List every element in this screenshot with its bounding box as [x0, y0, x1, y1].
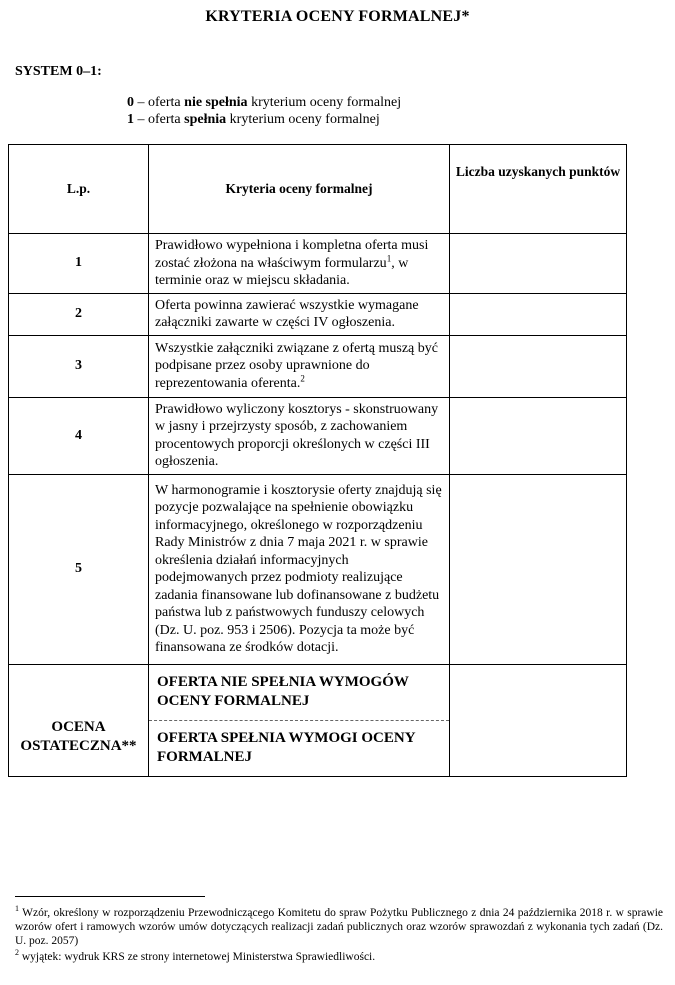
points-cell[interactable] [450, 335, 627, 397]
header-lp: L.p. [9, 145, 149, 234]
criterion-text-main: Wszystkie załączniki związane z ofertą muszą być podpisane przez osoby uprawnione do reprezentowania oferenta. [155, 340, 438, 391]
legend-pre: – oferta [134, 95, 185, 110]
header-criteria: Kryteria oceny formalnej [149, 145, 450, 234]
footnote-ref: 1 [386, 252, 392, 263]
row-number: 4 [9, 397, 149, 474]
row-number: 2 [9, 293, 149, 335]
final-assessment-options [149, 664, 450, 776]
table-row [9, 335, 627, 397]
footnote-divider [15, 896, 205, 897]
criterion-text [149, 397, 450, 474]
footnote-ref: 2 [300, 373, 305, 384]
option-fail[interactable]: OFERTA NIE SPEŁNIA WYMOGÓW OCENY FORMALNEJ [149, 665, 449, 721]
criterion-text-main: Prawidłowo wypełniona i kompletna oferta musi zostać złożona na właściwym formularzu [155, 238, 429, 271]
header-points: Liczba uzyskanych punktów [450, 145, 627, 234]
legend-line-1 [127, 112, 380, 128]
footnote-1 [15, 906, 663, 948]
points-cell[interactable] [450, 474, 627, 664]
criterion-text-main: Prawidłowo wyliczony kosztorys - skonstruowany w jasny i przejrzysty sposób, z zachowaniem procentowych proporcji określonych w części III ogłoszenia. [155, 401, 439, 469]
criterion-text [149, 474, 450, 664]
table-header-row [9, 145, 627, 234]
legend-post: kryterium oceny formalnej [226, 112, 380, 127]
table-row [9, 397, 627, 474]
points-cell[interactable] [450, 397, 627, 474]
table-row [9, 234, 627, 294]
legend-bold: nie spełnia [184, 95, 248, 110]
footnote-text: wyjątek: wydruk KRS ze strony internetowej Ministerstwa Sprawiedliwości. [19, 951, 376, 963]
points-cell[interactable] [450, 293, 627, 335]
legend-post: kryterium oceny formalnej [247, 95, 402, 110]
legend-code: 1 [127, 112, 134, 127]
legend-line-0 [127, 95, 401, 111]
row-number: 5 [9, 474, 149, 664]
footnote-text: Wzór, określony w rozporządzeniu Przewodniczącego Komitetu do spraw Pożytku Publicznego z dnia 24 października 2018 r. w sprawie wzorów ofert i ramowych wzorów umów dotyczących realizacji zadań publicznych oraz wzorów sprawozdań z wykonania tych zadań (Dz. U. poz. 2057) [15, 907, 663, 947]
final-points-cell[interactable] [450, 664, 627, 776]
criteria-table [8, 144, 627, 777]
points-cell[interactable] [450, 234, 627, 294]
option-pass[interactable]: OFERTA SPEŁNIA WYMOGI OCENY FORMALNEJ [157, 729, 415, 765]
criterion-text-main: Oferta powinna zawierać wszystkie wymagane załączniki zawarte w części IV ogłoszenia. [155, 297, 419, 330]
table-row [9, 293, 627, 335]
criterion-text [149, 335, 450, 397]
row-number: 3 [9, 335, 149, 397]
document-title: KRYTERIA OCENY FORMALNEJ* [205, 8, 470, 25]
system-label: SYSTEM 0–1: [15, 64, 102, 79]
legend-bold: spełnia [184, 112, 227, 127]
criterion-text-main: W harmonogramie i kosztorysie oferty znajdują się pozycje pozwalające na spełnienie obowiązku informacyjnego, określonego w rozporządzeniu Rady Ministrów z dnia 7 maja 2021 r. w sprawie określenia działań informacyjnych podejmowanych przez podmioty realizujące zadania finansowane lub dofinansowane z budżetu państwa lub z państwowych funduszy celowych (Dz. U. poz. 953 i 2506). Pozycja ta może być finansowana ze środków dotacji. [155, 482, 442, 655]
final-assessment-row [9, 664, 627, 776]
footnote-mark: 1 [15, 904, 19, 914]
final-assessment-label: OCENA OSTATECZNA** [9, 664, 149, 776]
criterion-text [149, 293, 450, 335]
row-number: 1 [9, 234, 149, 294]
criterion-text [149, 234, 450, 294]
table-row [9, 474, 627, 664]
legend-pre: – oferta [134, 112, 185, 127]
footnote-mark: 2 [15, 948, 19, 958]
legend-code: 0 [127, 95, 134, 110]
criterion-text-after: , w terminie oraz w miejscu składania. [155, 255, 409, 288]
footnote-2 [15, 950, 663, 964]
